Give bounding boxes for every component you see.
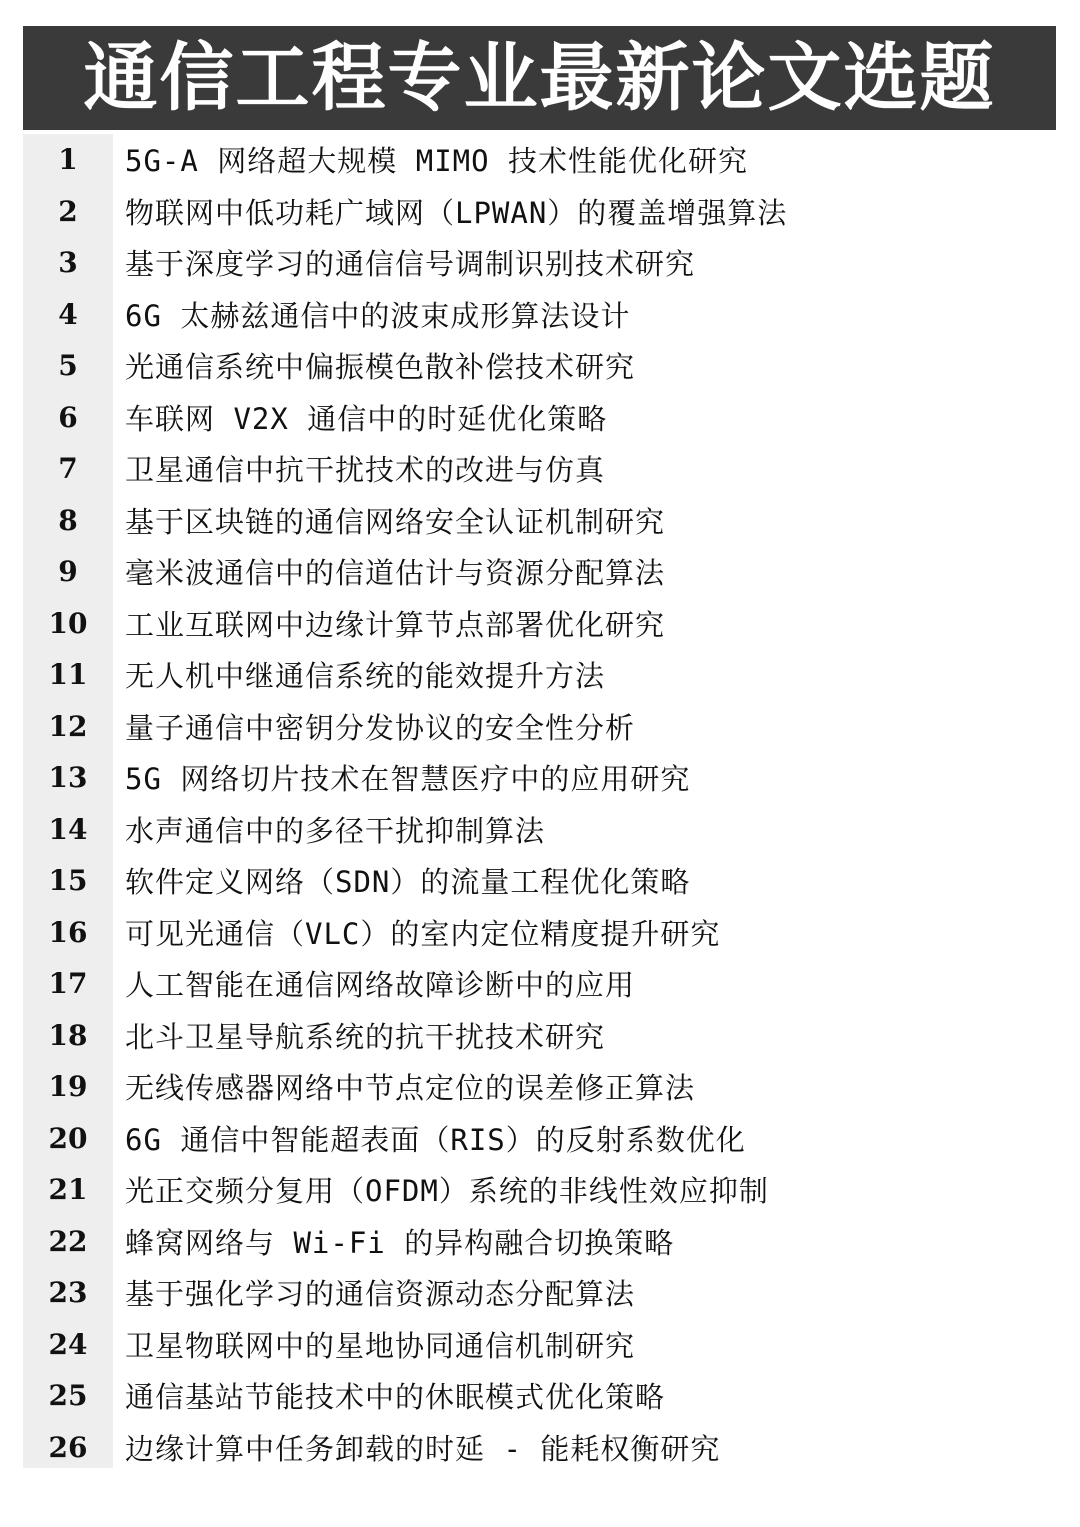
topic-row (23, 1267, 1056, 1319)
topic-row (23, 752, 1056, 804)
topic-row (23, 392, 1056, 444)
topic-number: 7 (58, 452, 78, 486)
topic-number: 3 (58, 246, 78, 280)
topic-title: 5G-A 网络超大规模 MIMO 技术性能优化研究 (125, 144, 749, 179)
topic-number: 17 (48, 967, 88, 1001)
topic-number: 1 (58, 143, 78, 177)
topic-row (23, 1422, 1056, 1474)
topic-row (23, 649, 1056, 701)
topic-row (23, 495, 1056, 547)
topic-number: 12 (48, 709, 88, 743)
topic-title: 5G 网络切片技术在智慧医疗中的应用研究 (125, 762, 691, 797)
topic-row (23, 1370, 1056, 1422)
topic-title: 通信基站节能技术中的休眠模式优化策略 (125, 1380, 666, 1415)
topic-number: 19 (48, 1070, 88, 1104)
topic-number: 21 (48, 1173, 88, 1207)
topic-title: 基于强化学习的通信资源动态分配算法 (125, 1277, 636, 1312)
topic-number: 4 (58, 297, 78, 331)
topic-number: 16 (48, 915, 88, 949)
topic-number: 18 (48, 1018, 88, 1052)
topic-row (23, 1319, 1056, 1371)
topic-title: 边缘计算中任务卸载的时延 - 能耗权衡研究 (125, 1431, 721, 1466)
topic-row (23, 907, 1056, 959)
topic-number: 24 (48, 1327, 88, 1361)
topic-title: 北斗卫星导航系统的抗干扰技术研究 (125, 1019, 606, 1054)
topic-row (23, 804, 1056, 856)
topic-row (23, 855, 1056, 907)
topic-number: 11 (48, 658, 88, 692)
topic-title: 卫星物联网中的星地协同通信机制研究 (125, 1328, 636, 1363)
topic-row (23, 1010, 1056, 1062)
topic-title: 卫星通信中抗干扰技术的改进与仿真 (125, 453, 606, 488)
topic-title: 人工智能在通信网络故障诊断中的应用 (125, 968, 636, 1003)
topic-title: 6G 太赫兹通信中的波束成形算法设计 (125, 298, 631, 333)
topic-row (23, 958, 1056, 1010)
topic-row (23, 340, 1056, 392)
topic-number: 6 (58, 400, 78, 434)
topic-number: 25 (48, 1379, 88, 1413)
topic-row (23, 1061, 1056, 1113)
topic-title: 量子通信中密钥分发协议的安全性分析 (125, 710, 636, 745)
topic-number: 8 (58, 503, 78, 537)
topic-title: 光正交频分复用（OFDM）系统的非线性效应抑制 (125, 1174, 769, 1209)
topic-title: 光通信系统中偏振模色散补偿技术研究 (125, 350, 636, 385)
topic-title: 无人机中继通信系统的能效提升方法 (125, 659, 606, 694)
topic-number: 20 (48, 1121, 88, 1155)
topic-title: 软件定义网络（SDN）的流量工程优化策略 (125, 865, 691, 900)
topic-list (23, 134, 1056, 1473)
topic-title: 可见光通信（VLC）的室内定位精度提升研究 (125, 916, 721, 951)
topic-number: 5 (58, 349, 78, 383)
title-banner (23, 26, 1056, 130)
topic-title: 毫米波通信中的信道估计与资源分配算法 (125, 556, 666, 591)
topic-number: 23 (48, 1276, 88, 1310)
topic-title: 工业互联网中边缘计算节点部署优化研究 (125, 607, 666, 642)
topic-row (23, 186, 1056, 238)
page-title: 通信工程专业最新论文选题 (83, 35, 996, 121)
topic-title: 蜂窝网络与 Wi-Fi 的异构融合切换策略 (125, 1225, 675, 1260)
topic-row (23, 1216, 1056, 1268)
topic-number: 22 (48, 1224, 88, 1258)
topic-number: 10 (48, 606, 88, 640)
topic-row (23, 134, 1056, 186)
topic-row (23, 1164, 1056, 1216)
topic-title: 基于深度学习的通信信号调制识别技术研究 (125, 247, 696, 282)
topic-row (23, 1113, 1056, 1165)
topic-row (23, 701, 1056, 753)
topic-title: 水声通信中的多径干扰抑制算法 (125, 813, 546, 848)
topic-title: 基于区块链的通信网络安全认证机制研究 (125, 504, 666, 539)
topic-row (23, 598, 1056, 650)
topic-row (23, 443, 1056, 495)
topic-number: 9 (58, 555, 78, 589)
topic-row (23, 237, 1056, 289)
topic-row (23, 289, 1056, 341)
topic-number: 13 (48, 761, 88, 795)
topic-title: 无线传感器网络中节点定位的误差修正算法 (125, 1071, 696, 1106)
topic-title: 车联网 V2X 通信中的时延优化策略 (125, 401, 608, 436)
topic-number: 26 (48, 1430, 88, 1464)
topic-number: 2 (58, 194, 78, 228)
topic-title: 物联网中低功耗广域网（LPWAN）的覆盖增强算法 (125, 195, 788, 230)
topic-row (23, 546, 1056, 598)
topic-number: 15 (48, 864, 88, 898)
topic-number: 14 (48, 812, 88, 846)
topic-title: 6G 通信中智能超表面（RIS）的反射系数优化 (125, 1122, 746, 1157)
